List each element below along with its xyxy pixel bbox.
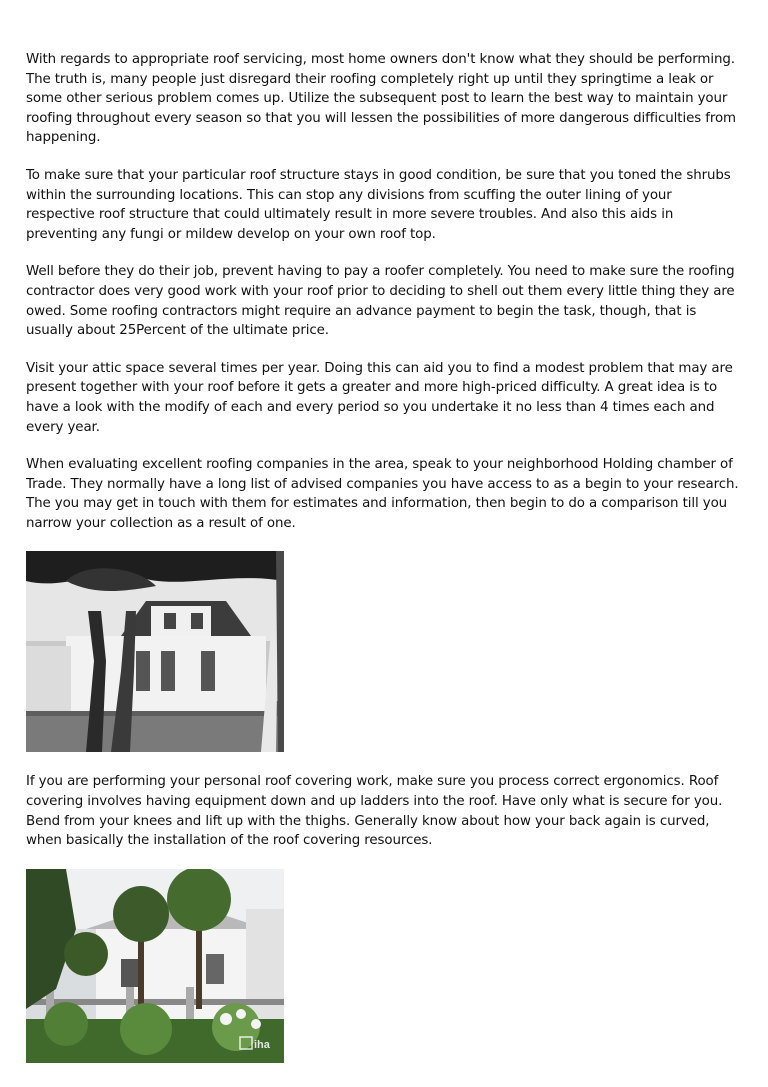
house-palm-garden-photo <box>26 869 284 1063</box>
paragraph-5: When evaluating excellent roofing companies in the area, speak to your neighborhood Holding chamber of Trade. They normally have a long list of advised companies you have access to as a begin to your research. The you may get in touch with them for estimates and information, then begin to do a comparison till you narrow your collection as a result of one. <box>26 457 739 531</box>
document-page <box>26 50 744 1063</box>
house-palm-garden-graphic <box>26 869 284 1063</box>
paragraph-1: With regards to appropriate roof servicing, most home owners don't know what they should be performing. The truth is, many people just disregard their roofing completely right up until they springtime a leak or some other serious problem comes up. Utilize the subsequent post to learn the best way to maintain your roofing throughout every season so that you will lessen the possibilities of more dangerous difficulties from happening. <box>26 52 736 146</box>
house-photo-graphic <box>26 551 284 752</box>
paragraph-4: Visit your attic space several times per year. Doing this can aid you to find a modest problem that may are present together with your roof before it gets a greater and more high-priced difficulty. A great idea is to have a look with the modify of each and every period so you undertake it no less than 4 times each and every year. <box>26 360 733 435</box>
paragraph-2: To make sure that your particular roof structure stays in good condition, be sure that you toned the shrubs within the surrounding locations. This can stop any divisions from scuffing the outer lining of your respective roof structure that could ultimately result in more severe troubles. And also this aids in preventing any fungi or mildew develop on your own roof top. <box>26 167 731 242</box>
watermark-text: iha <box>254 1038 270 1051</box>
paragraph-3: Well before they do their job, prevent having to pay a roofer completely. You need to make sure the roofing contractor does very good work with your roof prior to deciding to shell out them every little thing they are owed. Some roofing contractors might require an advance payment to begin the task, though, that is usually about 25Percent of the ultimate price. <box>26 264 735 339</box>
paragraph-6: If you are performing your personal roof covering work, make sure you process correct ergonomics. Roof covering involves having equipment down and up ladders into the roof. Have only what is secure for you. Bend from your knees and lift up with the thighs. Generally know about how your back again is curved, when basically the installation of the roof covering resources. <box>26 774 723 849</box>
house-photo <box>26 551 284 752</box>
